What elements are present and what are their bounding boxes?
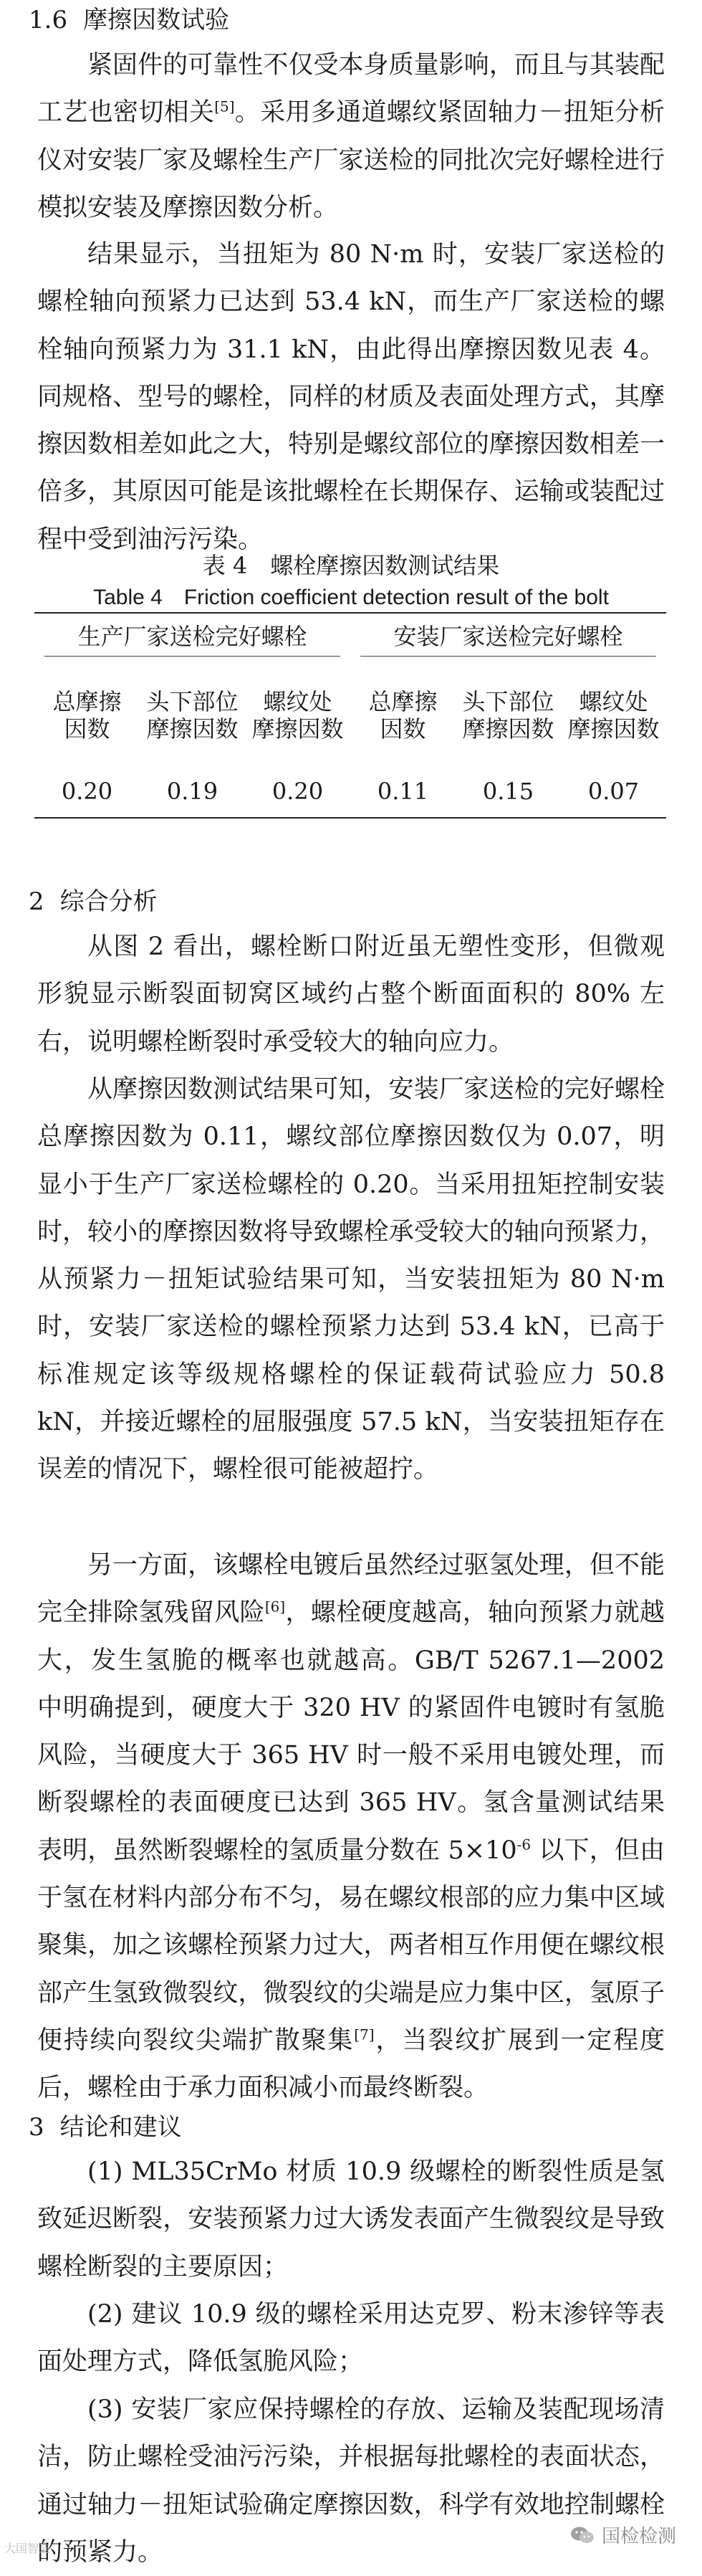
list-item: (3) 安装厂家应保持螺栓的存放、运输及装配现场清洁，防止螺栓受油污污染，并根据每批螺栓的表面状态，通过轴力－扭矩试验确定摩擦因数，科学有效地控制螺栓的预紧力。 (37, 2395, 665, 2567)
list-item: (2) 建议 10.9 级的螺栓采用达克罗、粉末渗锌等表面处理方式，降低氢脆风险； (37, 2300, 665, 2377)
section-heading-3 (29, 2113, 182, 2142)
table-cell: 0.20 (34, 765, 140, 818)
section-number: 2 (29, 887, 44, 916)
table-caption-cn: 表 4 螺栓摩擦因数测试结果 (202, 552, 500, 579)
table-cell: 0.11 (350, 765, 456, 818)
section-title: 综合分析 (59, 887, 158, 916)
table-col-header: 螺纹处 摩擦因数 (251, 688, 344, 743)
watermark-text: 国检检测 (601, 2526, 676, 2547)
table-col-header: 头下部位 摩擦因数 (462, 688, 554, 743)
corner-watermark: 大国智造 (4, 2542, 51, 2555)
table-group-header: 生产厂家送检完好螺栓 (34, 613, 350, 665)
exponent: -6 (516, 1836, 532, 1854)
list-item: (1) ML35CrMo 材质 10.9 级螺栓的断裂性质是氢致延迟断裂，安装预紧力过大诱发表面产生微裂纹是导致螺栓断裂的主要原因； (37, 2157, 665, 2281)
watermark (570, 2522, 676, 2548)
table-col-header: 总摩擦 因数 (368, 688, 438, 743)
table-group-header: 安装厂家送检完好螺栓 (350, 613, 666, 665)
table-cell: 0.15 (456, 765, 561, 818)
section-heading-1-6 (29, 6, 229, 34)
paragraph: 紧固件的可靠性不仅受本身质量影响，而且与其装配工艺也密切相关[5]。采用多通道螺纹紧固轴力－扭矩分析仪对安装厂家及螺栓生产厂家送检的同批次完好螺栓进行模拟安装及摩擦因数分析。 (37, 51, 665, 222)
section-number: 1.6 (29, 6, 68, 34)
section-heading-2 (29, 887, 158, 916)
paragraph: 结果显示，当扭矩为 80 N·m 时，安装厂家送检的螺栓轴向预紧力已达到 53.4 kN，而生产厂家送检的螺栓轴向预紧力为 31.1 kN，由此得出摩擦因数见表 4。同规格、型号的螺栓，同样的材质及表面处理方式，其摩擦因数相差如此之大，特别是螺纹部位的摩擦因数相差一倍多，其原因可能是该批螺栓在长期保存、运输或装配过程中受到油污污染。 (37, 240, 665, 554)
wechat-icon (570, 2526, 595, 2544)
citation[interactable]: [7] (354, 2026, 375, 2043)
table-cell: 0.19 (140, 765, 245, 818)
section-title: 摩擦因数试验 (83, 6, 230, 34)
table-col-header: 总摩擦 因数 (52, 688, 122, 743)
table-col-header: 螺纹处 摩擦因数 (567, 688, 660, 743)
section-number: 3 (29, 2113, 44, 2142)
paragraph: 从图 2 看出，螺栓断口附近虽无塑性变形，但微观形貌显示断裂面韧窝区域约占整个断面面积的 80% 左右，说明螺栓断裂时承受较大的轴向应力。 (37, 932, 665, 1056)
citation[interactable]: [5] (214, 97, 235, 115)
section-title: 结论和建议 (59, 2113, 182, 2142)
paragraph: 从摩擦因数测试结果可知，安装厂家送检的完好螺栓总摩擦因数为 0.11，螺纹部位摩擦因数仅为 0.07，明显小于生产厂家送检螺栓的 0.20。当采用扭矩控制安装时，较小的摩擦因数将导致螺栓承受较大的轴向预紧力，从预紧力－扭矩试验结果可知，当安装扭矩为 80 N·m 时，安装厂家送检的螺栓预紧力达到 53.4 kN，已高于标准规定该等级规格螺栓的保证载荷试验应力 50.8 kN，并接近螺栓的屈服强度 57.5 kN，当安装扭矩存在误差的情况下，螺栓很可能被超拧。 (37, 1075, 665, 1484)
table-cell: 0.20 (245, 765, 350, 818)
table-col-header: 头下部位 摩擦因数 (146, 688, 239, 743)
friction-table (34, 612, 666, 819)
table-cell: 0.07 (561, 765, 666, 818)
citation[interactable]: [6] (264, 1598, 286, 1616)
paragraph: 另一方面，该螺栓电镀后虽然经过驱氢处理，但不能完全排除氢残留风险[6]，螺栓硬度越高，轴向预紧力就越大，发生氢脆的概率也就越高。GB/T 5267.1—2002 中明确提到，硬度大于 320 HV 的紧固件电镀时有氢脆风险，当硬度大于 365 HV 时一般不采用电镀处理，而断裂螺栓的表面硬度已达到 365 HV。氢含量测试结果表明，虽然断裂螺栓的氢质量分数在 $5\times 10^{-6}$ 以下，但由于氢在材料内部分布不匀，易在螺纹根部的应力集中区域聚集，加之该螺栓预紧力过大，两者相互作用便在螺纹根部产生氢致微裂纹，微裂纹的尖端是应力集中区，氢原子便持续向裂纹尖端扩散聚集[7]，当裂纹扩展到一定程度后，螺栓由于承力面积减小而最终断裂。 (37, 1551, 665, 2103)
table-caption-en: Table 4 Friction coefficient detection result of the bolt (93, 586, 609, 609)
